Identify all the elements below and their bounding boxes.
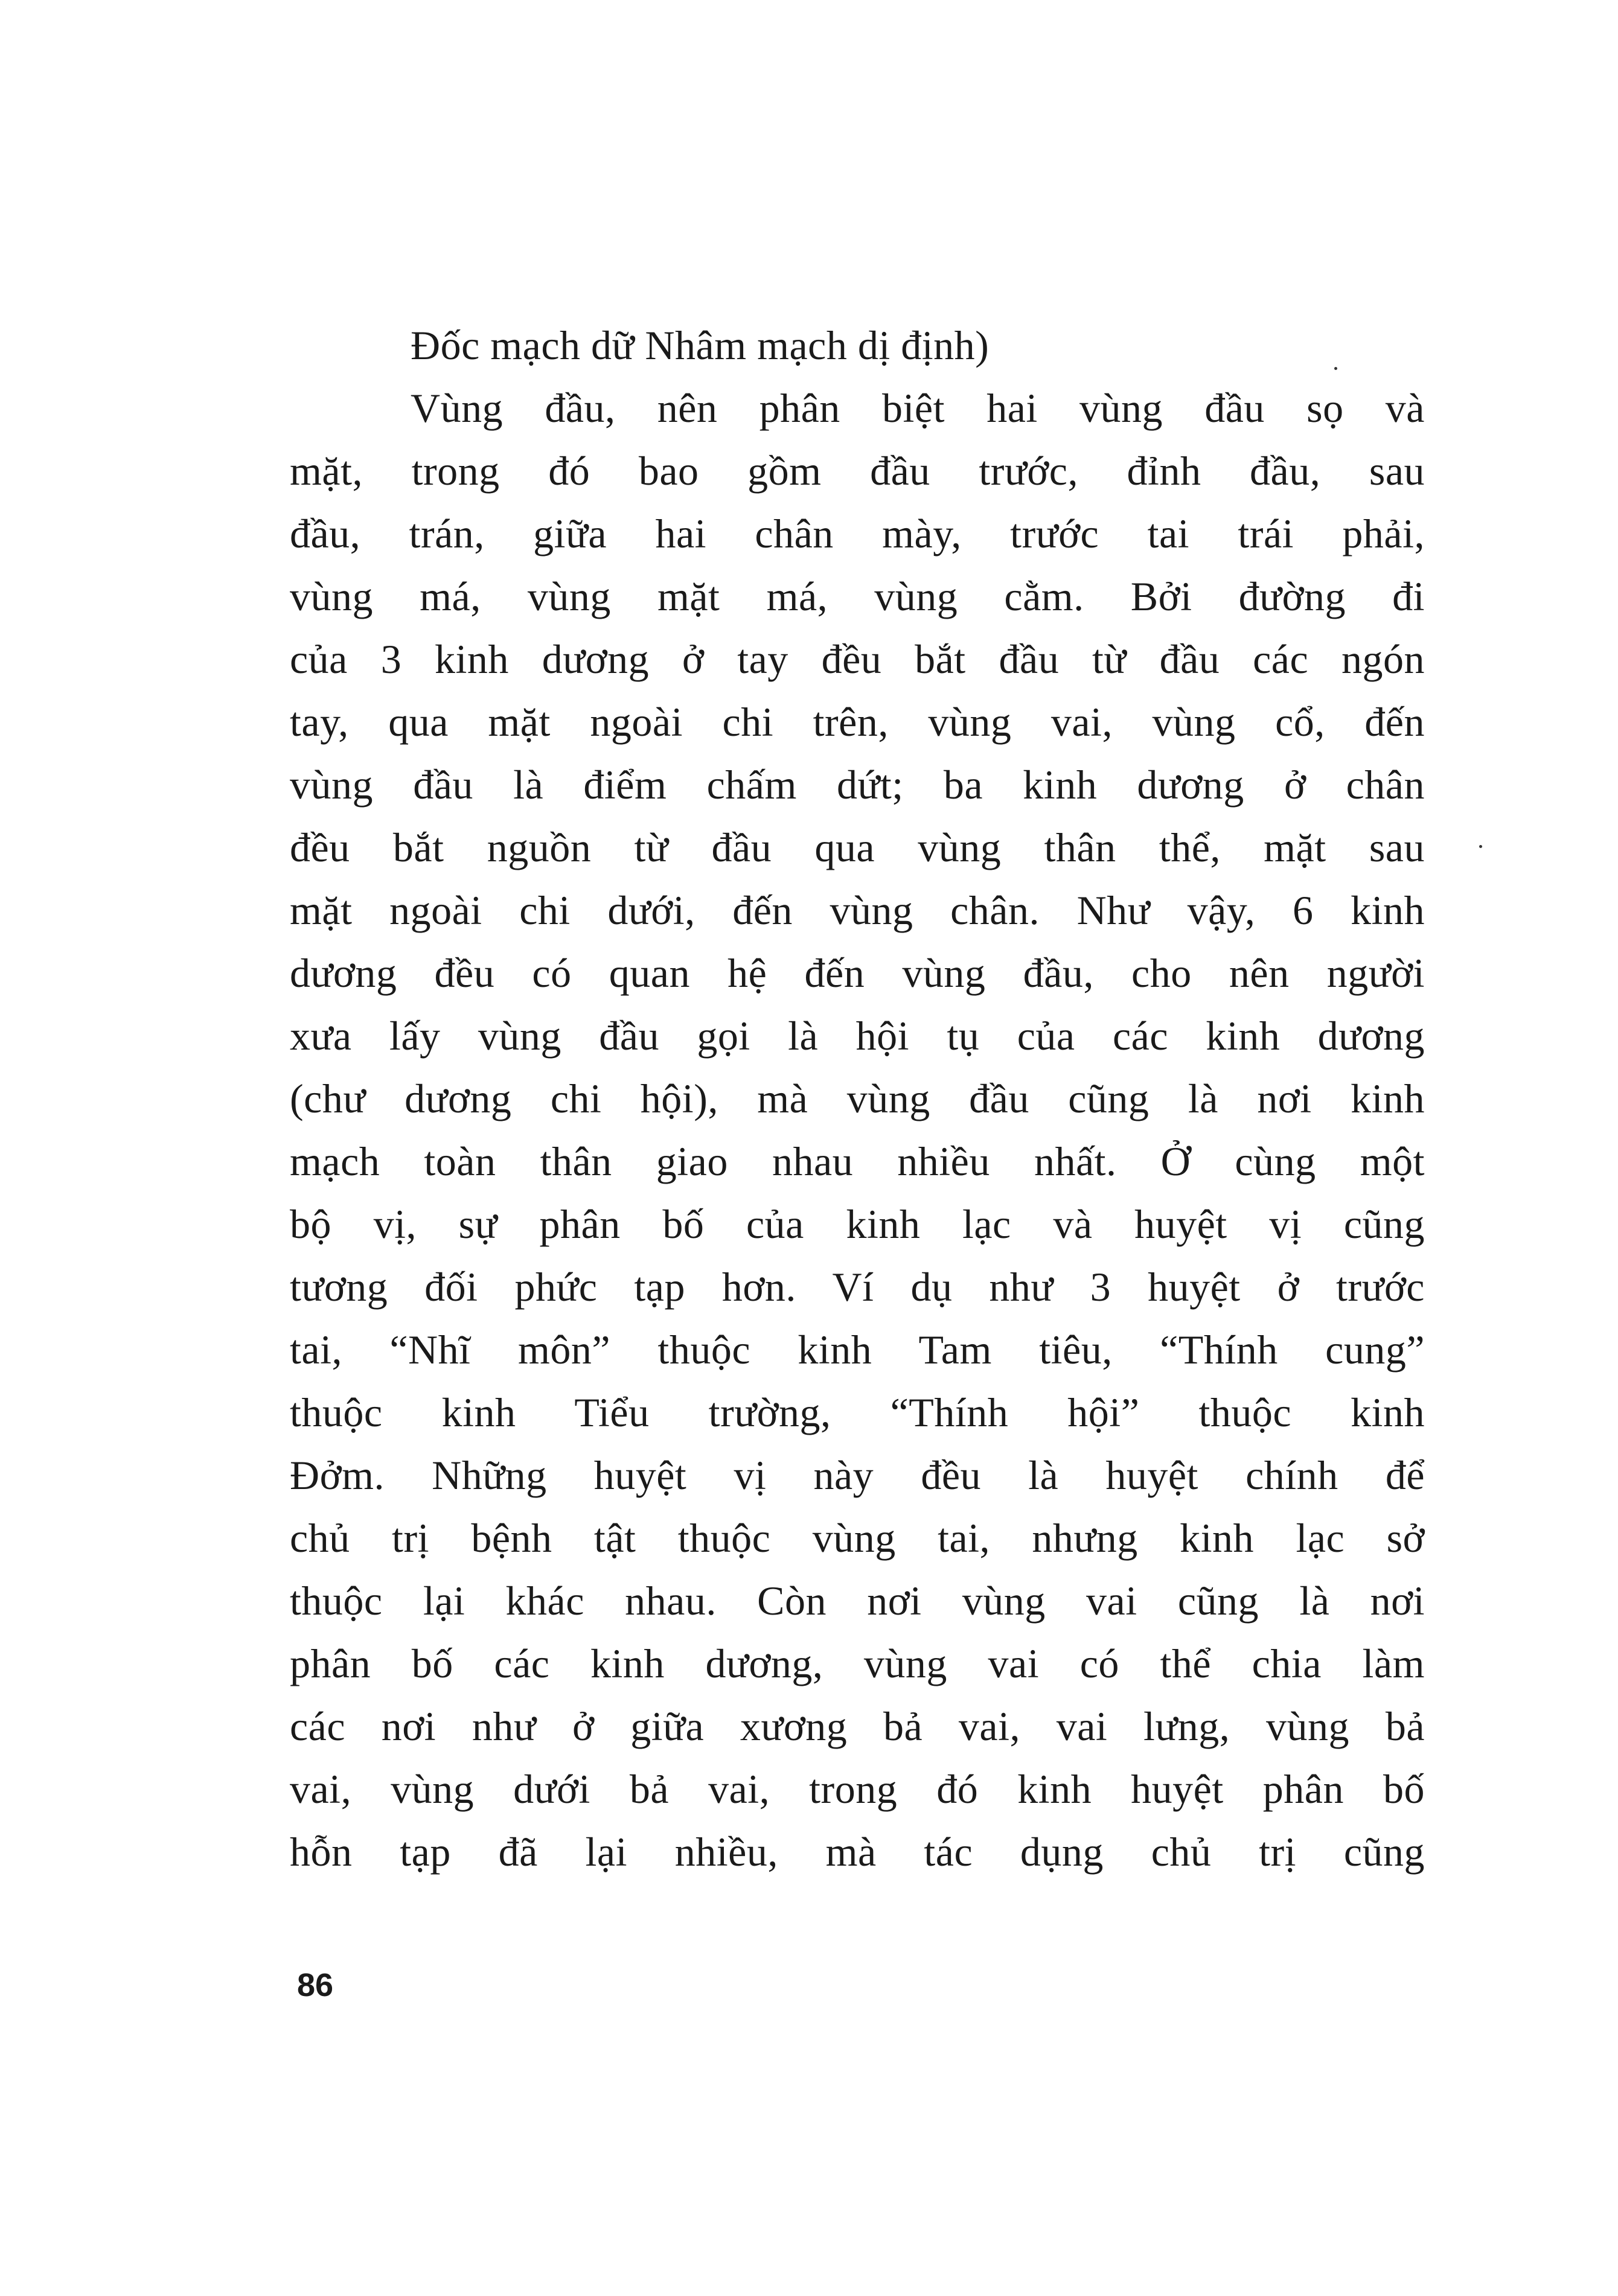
text-line-22: phân bố các kinh dương, vùng vai có thể chia làm (290, 1641, 1425, 1686)
text-line-6: của 3 kinh dương ở tay đều bắt đầu từ đầu các ngón (290, 636, 1425, 682)
text-line-3: mặt, trong đó bao gồm đầu trước, đỉnh đầu, sau (290, 448, 1425, 494)
text-line-10: mặt ngoài chi dưới, đến vùng chân. Như vậy, 6 kinh (290, 887, 1425, 933)
text-line-14: mạch toàn thân giao nhau nhiều nhất. Ở cùng một (290, 1138, 1425, 1184)
text-line-16: tương đối phức tạp hơn. Ví dụ như 3 huyệt ở trước (290, 1264, 1425, 1310)
text-line-12: xưa lấy vùng đầu gọi là hội tụ của các kinh dương (290, 1013, 1425, 1059)
page-number: 86 (297, 1967, 334, 2003)
text-line-1: Đốc mạch dữ Nhâm mạch dị định) (411, 322, 990, 368)
text-line-19: Đởm. Những huyệt vị này đều là huyệt chính để (290, 1452, 1425, 1498)
text-line-24: vai, vùng dưới bả vai, trong đó kinh huyệt phân bố (290, 1766, 1425, 1812)
text-line-9: đều bắt nguồn từ đầu qua vùng thân thể, mặt sau (290, 824, 1425, 870)
text-line-13: (chư dương chi hội), mà vùng đầu cũng là nơi kinh (290, 1076, 1425, 1121)
text-line-7: tay, qua mặt ngoài chi trên, vùng vai, vùng cổ, đến (290, 699, 1425, 745)
scan-speck (1479, 845, 1482, 848)
text-line-5: vùng má, vùng mặt má, vùng cằm. Bởi đường đi (290, 573, 1425, 619)
text-line-17: tai, “Nhĩ môn” thuộc kinh Tam tiêu, “Thính cung” (290, 1327, 1425, 1373)
scan-speck (1334, 367, 1337, 370)
text-line-15: bộ vị, sự phân bố của kinh lạc và huyệt vị cũng (290, 1201, 1425, 1247)
text-line-18: thuộc kinh Tiểu trường, “Thính hội” thuộc kinh (290, 1389, 1425, 1435)
text-line-23: các nơi như ở giữa xương bả vai, vai lưng, vùng bả (290, 1703, 1425, 1749)
text-line-21: thuộc lại khác nhau. Còn nơi vùng vai cũng là nơi (290, 1578, 1425, 1624)
text-line-8: vùng đầu là điểm chấm dứt; ba kinh dương ở chân (290, 762, 1425, 808)
text-line-11: dương đều có quan hệ đến vùng đầu, cho nên người (290, 950, 1425, 996)
text-line-25: hỗn tạp đã lại nhiều, mà tác dụng chủ trị cũng (290, 1829, 1425, 1875)
body-text (290, 314, 1425, 1883)
text-line-4: đầu, trán, giữa hai chân mày, trước tai trái phải, (290, 511, 1425, 556)
text-line-20: chủ trị bệnh tật thuộc vùng tai, nhưng kinh lạc sở (290, 1515, 1425, 1561)
text-line-2: Vùng đầu, nên phân biệt hai vùng đầu sọ và (411, 385, 1425, 431)
